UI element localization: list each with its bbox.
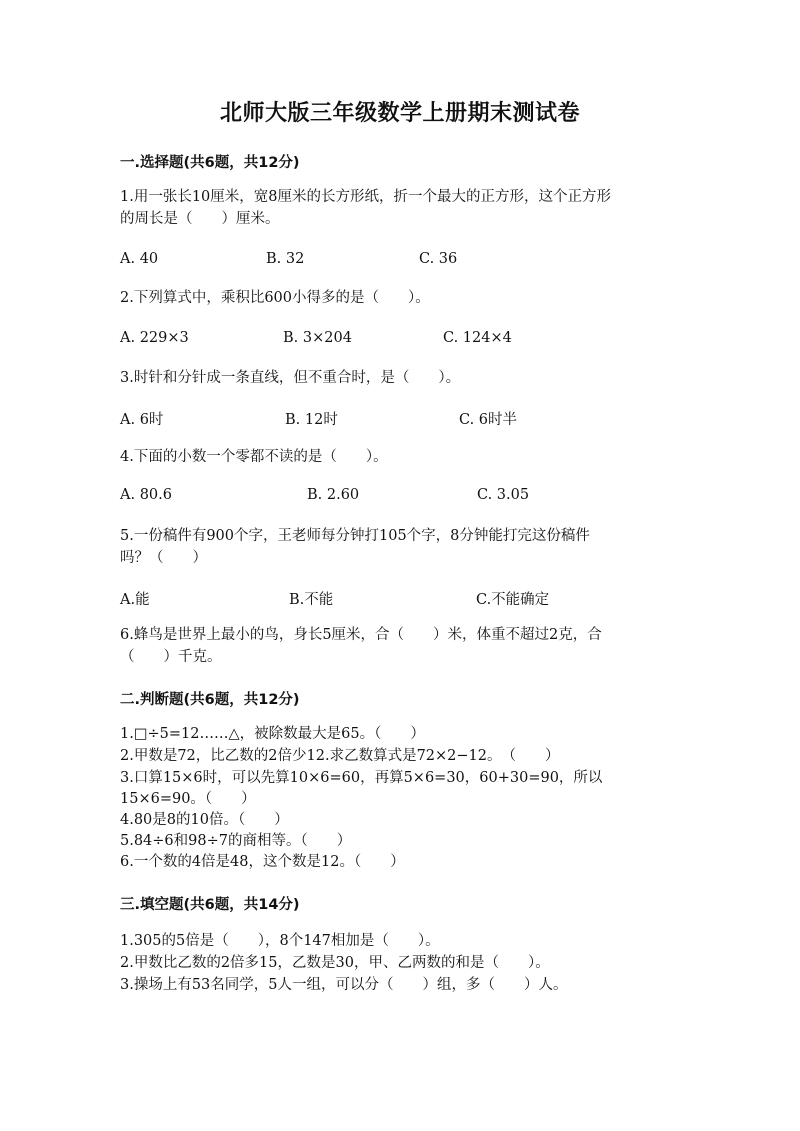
question-2-line-1: 2.下列算式中，乘积比600小得多的是（ ）。 (120, 290, 430, 306)
question-1-option-a: A. 40 (120, 251, 159, 267)
question-5-option-a: A.能 (120, 592, 150, 608)
question-2-option-c: C. 124×4 (443, 330, 512, 346)
question-1-option-c: C. 36 (419, 251, 458, 267)
question-4-line-1: 4.下面的小数一个零都不读的是（ ）。 (120, 449, 388, 465)
judge-line-5: 4.80是8的10倍。（ ） (120, 812, 289, 828)
judge-line-2: 2.甲数是72，比乙数的2倍少12.求乙数算式是72×2−12。 （ ） (120, 748, 560, 764)
question-5-line-2: 吗？（ ） (120, 550, 207, 566)
judge-line-7: 6.一个数的4倍是48，这个数是12。（ ） (120, 854, 405, 870)
question-1-option-b: B. 32 (266, 251, 305, 267)
judge-line-3: 3.口算15×6时，可以先算10×6=60，再算5×6=30，60+30=90，所以 (120, 770, 603, 786)
question-6-line-2: （ ）千克。 (120, 649, 222, 665)
question-5-option-b: B.不能 (289, 592, 334, 608)
question-3-option-a: A. 6时 (120, 412, 164, 428)
fill-line-2: 2.甲数比乙数的2倍多15，乙数是30，甲、乙两数的和是（ ）。 (120, 955, 550, 971)
question-3-option-b: B. 12时 (285, 412, 338, 428)
question-1-line-2: 的周长是（ ）厘米。 (120, 211, 280, 227)
question-3-line-1: 3.时针和分针成一条直线，但不重合时，是（ ）。 (120, 370, 461, 386)
judge-line-4: 15×6=90。（ ） (120, 791, 256, 807)
question-2-option-a: A. 229×3 (120, 330, 189, 346)
section-heading-judge: 二.判断题(共6题，共12分) (120, 692, 300, 708)
question-4-option-b: B. 2.60 (307, 487, 360, 503)
fill-line-1: 1.305的5倍是（ ），8个147相加是（ ）。 (120, 933, 440, 949)
section-heading-choice: 一.选择题(共6题，共12分) (120, 155, 300, 171)
question-1-line-1: 1.用一张长10厘米，宽8厘米的长方形纸，折一个最大的正方形，这个正方形 (120, 189, 612, 205)
question-3-option-c: C. 6时半 (459, 412, 518, 428)
question-4-option-c: C. 3.05 (477, 487, 530, 503)
judge-line-1: 1.□÷5=12……△，被除数最大是65。（ ） (120, 726, 425, 742)
question-4-option-a: A. 80.6 (120, 487, 172, 503)
page-title: 北师大版三年级数学上册期末测试卷 (219, 101, 580, 126)
question-2-option-b: B. 3×204 (283, 330, 352, 346)
question-5-line-1: 5.一份稿件有900个字，王老师每分钟打105个字，8分钟能打完这份稿件 (120, 528, 590, 544)
question-6-line-1: 6.蜂鸟是世界上最小的鸟，身长5厘米，合（ ）米，体重不超过2克，合 (120, 627, 602, 643)
section-heading-fill: 三.填空题(共6题，共14分) (120, 897, 300, 913)
judge-line-6: 5.84÷6和98÷7的商相等。（ ） (120, 833, 352, 849)
question-5-option-c: C.不能确定 (476, 592, 550, 608)
fill-line-3: 3.操场上有53名同学，5人一组，可以分（ ）组，多（ ）人。 (120, 977, 568, 993)
